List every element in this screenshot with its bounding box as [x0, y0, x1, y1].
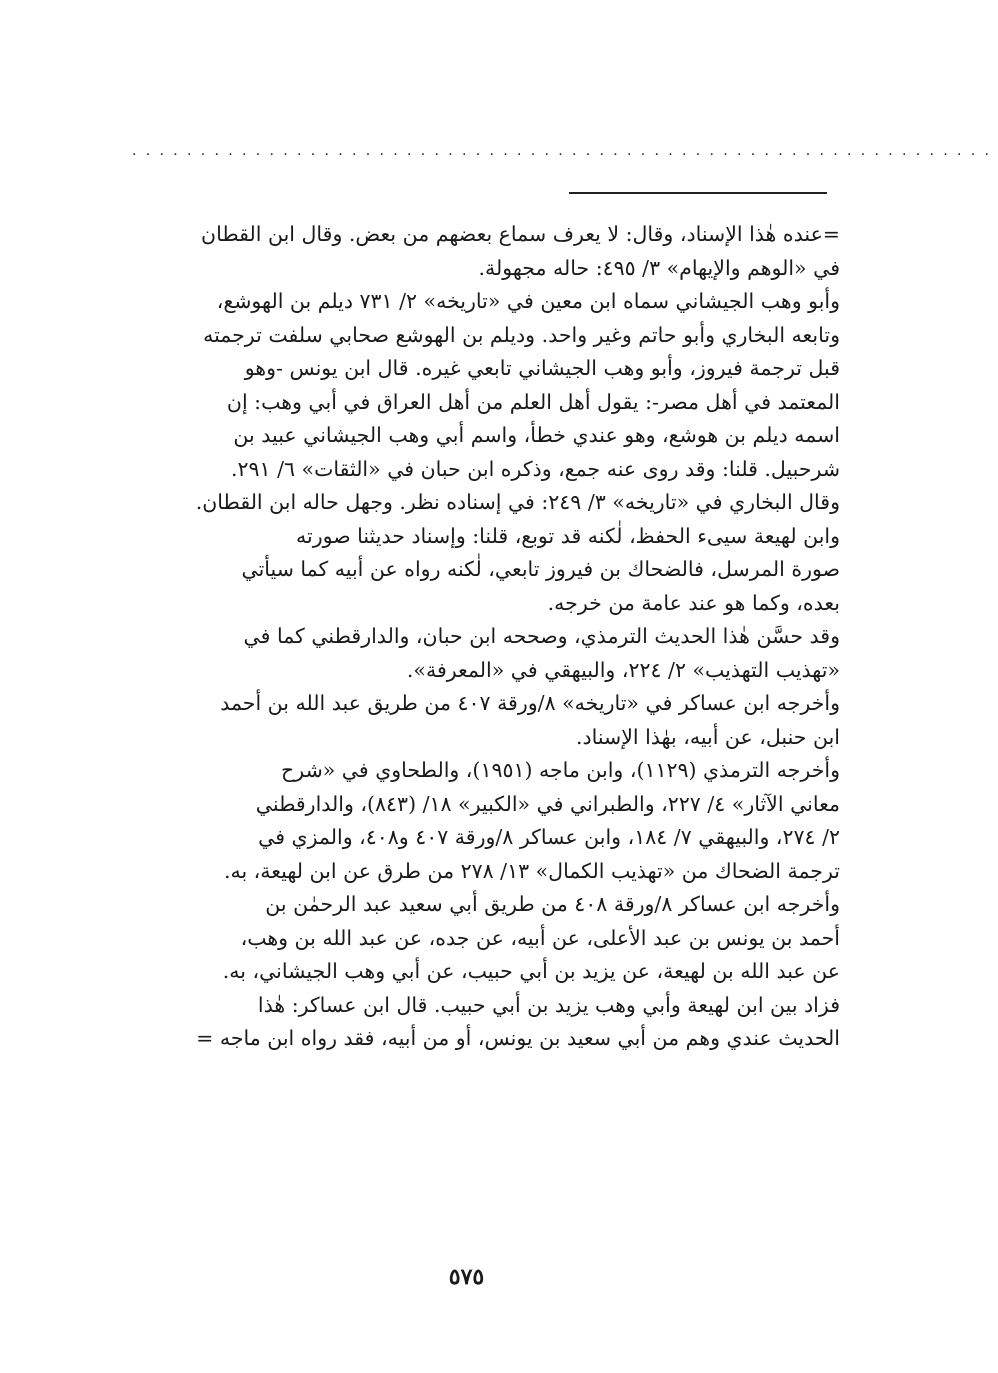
paragraph — [128, 218, 840, 285]
text-line: وأخرجه الترمذي (١١٢٩)، وابن ماجه (١٩٥١)، والطحاوي في «شرح — [281, 758, 840, 782]
text-line: وقال البخاري في «تاريخه» ٣/ ٢٤٩: في إسناده نظر. وجهل حاله ابن القطان. — [195, 490, 840, 514]
text-line: وابن لهيعة سيىء الحفظ، لٰكنه قد توبع، قلنا: وإسناد حديثنا صورته — [296, 523, 840, 548]
text-line: وأخرجه ابن عساكر ٨/ورقة ٤٠٨ من طريق أبي سعيد عبد الرحمٰن بن — [265, 892, 840, 916]
separator-dots: ............................................................... — [132, 143, 998, 159]
text-line: فزاد بين ابن لهيعة وأبي وهب يزيد بن أبي حبيب. قال ابن عساكر: هٰذا — [257, 992, 840, 1017]
paragraph — [128, 888, 840, 1056]
text-line: بعده، وكما هو عند عامة من خرجه. — [547, 590, 840, 615]
text-line: ابن حنبل، عن أبيه، بهٰذا الإسناد. — [575, 724, 840, 749]
text-line: وقد حسَّن هٰذا الحديث الترمذي، وصححه ابن حبان، والدارقطني كما في — [243, 624, 840, 648]
paragraph — [128, 754, 840, 888]
text-line: في «الوهم والإيهام» ٣/ ٤٩٥: حاله مجهولة. — [478, 255, 840, 280]
text-line: المعتمد في أهل مصر-: يقول أهل العلم من أهل العراق في أبي وهب: إن — [226, 389, 840, 414]
text-line: معاني الآثار» ٤/ ٢٢٧، والطبراني في «الكبير» ١٨/ (٨٤٣)، والدارقطني — [255, 791, 840, 816]
paragraph — [128, 620, 840, 687]
footnote-rule — [569, 192, 827, 194]
text-line: الحديث عندي وهم من أبي سعيد بن يونس، أو من أبيه، فقد رواه ابن ماجه = — [196, 1026, 840, 1050]
text-line: عن عبد الله بن لهيعة، عن يزيد بن أبي حبيب، عن أبي وهب الجيشاني، به. — [222, 959, 840, 983]
paragraph — [128, 520, 840, 621]
text-line: وأبو وهب الجيشاني سماه ابن معين في «تاريخه» ٢/ ٧٣١ ديلم بن الهوشع، — [216, 289, 840, 313]
footnote-text — [128, 218, 840, 1056]
text-line: قبل ترجمة فيروز، وأبو وهب الجيشاني تابعي غيره. قال ابن يونس -وهو — [244, 356, 840, 380]
text-line: ٢/ ٢٧٤، والبيهقي ٧/ ١٨٤، وابن عساكر ٨/ورقة ٤٠٧ و٤٠٨، والمزي في — [258, 825, 840, 849]
text-line: أحمد بن يونس بن عبد الأعلى، عن أبيه، عن جده، عن عبد الله بن وهب، — [240, 925, 840, 950]
text-line: صورة المرسل، فالضحاك بن فيروز تابعي، لٰكنه رواه عن أبيه كما سيأتي — [241, 557, 840, 581]
text-line: شرحبيل. قلنا: وقد روى عنه جمع، وذكره ابن حبان في «الثقات» ٦/ ٢٩١. — [231, 456, 840, 481]
text-line: =عنده هٰذا الإسناد، وقال: لا يعرف سماع بعضهم من بعض. وقال ابن القطان — [201, 222, 840, 246]
paragraph — [128, 687, 840, 754]
text-line: وأخرجه ابن عساكر في «تاريخه» ٨/ورقة ٤٠٧ من طريق عبد الله بن أحمد — [220, 691, 840, 715]
text-line: ترجمة الضحاك من «تهذيب الكمال» ١٣/ ٢٧٨ من طرق عن ابن لهيعة، به. — [223, 858, 840, 883]
text-line: «تهذيب التهذيب» ٢/ ٢٢٤، والبيهقي في «المعرفة». — [406, 657, 840, 682]
text-line: اسمه ديلم بن هوشع، وهو عندي خطأ، واسم أبي وهب الجيشاني عبيد بن — [233, 423, 840, 447]
paragraph — [128, 285, 840, 520]
text-line: وتابعه البخاري وأبو حاتم وغير واحد. وديلم بن الهوشع صحابي سلفت ترجمته — [203, 322, 840, 347]
page-number: ٥٧٥ — [448, 1264, 485, 1290]
